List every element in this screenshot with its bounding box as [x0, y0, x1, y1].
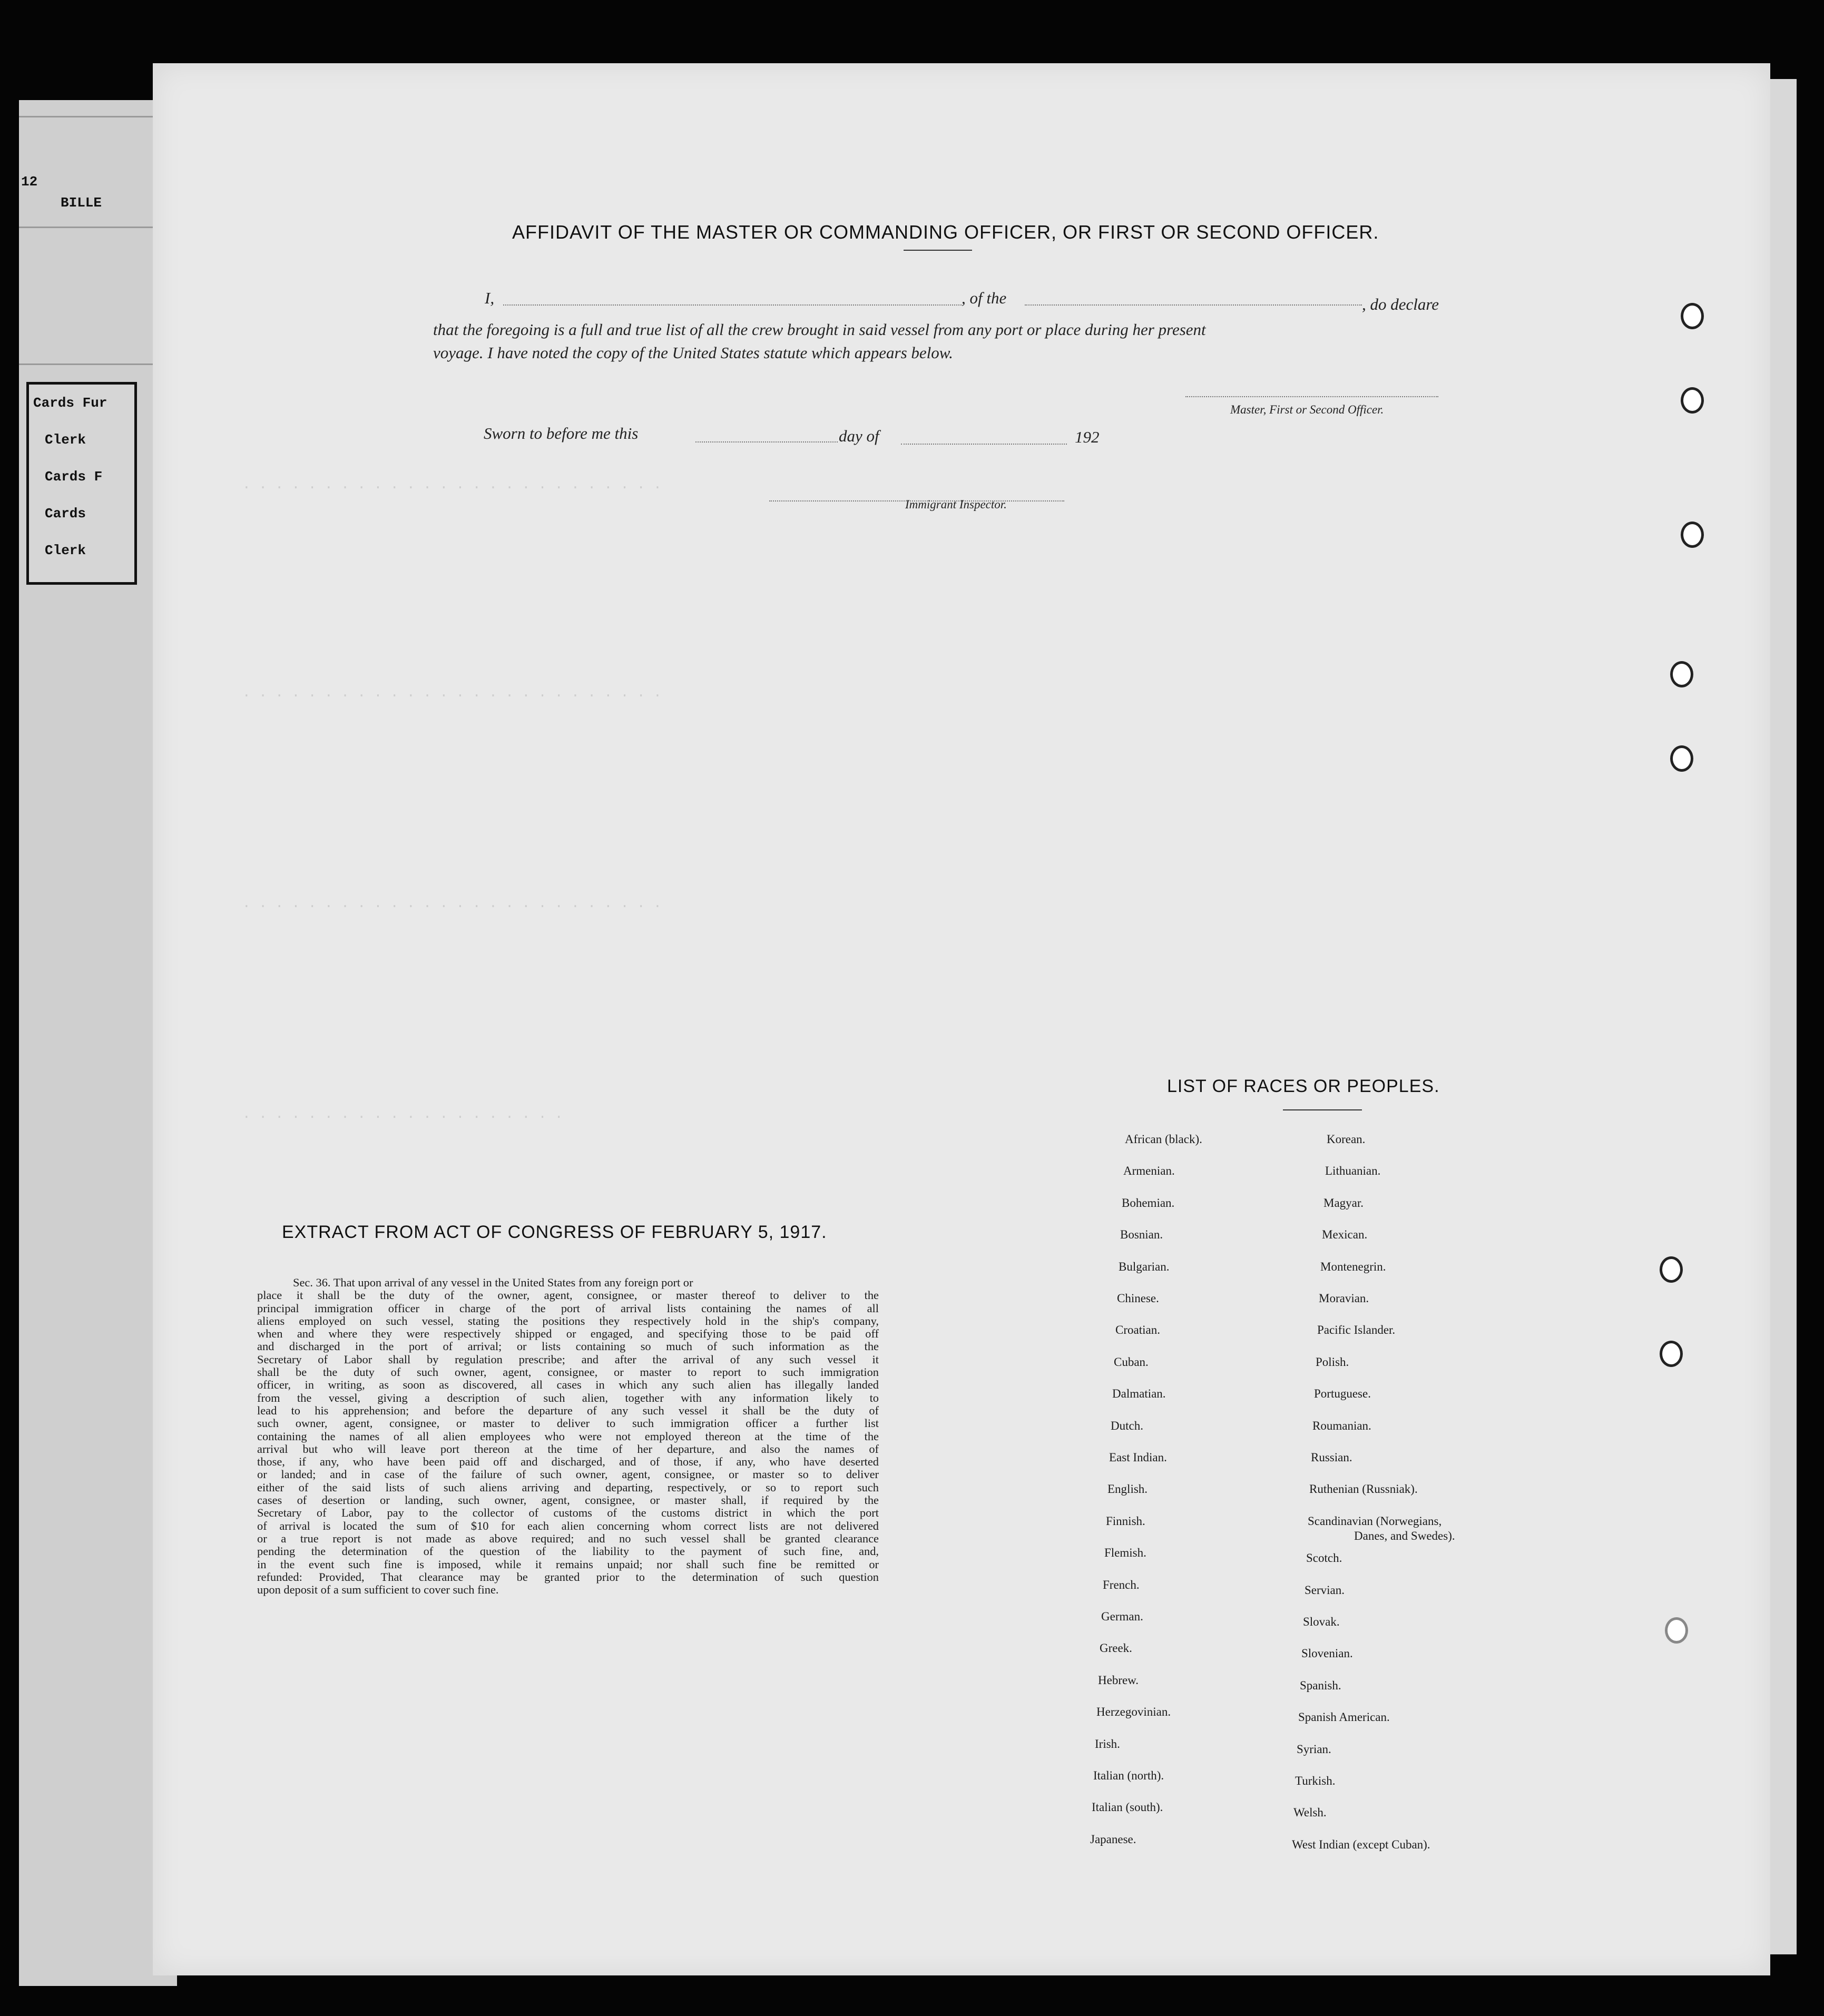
inspector-caption: Immigrant Inspector.: [905, 498, 1007, 511]
extract-line: in the event such fine is imposed, while it remains unpaid; nor shall such fine be remitted or: [257, 1557, 879, 1571]
race-item: Turkish.: [1295, 1774, 1336, 1787]
extract-line: such owner, agent, consignee, or master to deliver to such immigration officer a further list: [257, 1417, 879, 1430]
race-item: Magyar.: [1323, 1196, 1364, 1209]
punch-hole: [1665, 1617, 1688, 1644]
extract-line: officer, in writing, as soon as discovered, all cases in which any such alien has illegally landed: [257, 1378, 879, 1392]
race-item: Armenian.: [1123, 1164, 1175, 1178]
race-item: Polish.: [1316, 1355, 1349, 1369]
extract-line: pending the determination of the question of the liability to the payment of such fine, and,: [257, 1545, 879, 1558]
cards-box-line: Cards F: [45, 469, 103, 485]
title-rule: [904, 250, 972, 251]
race-item: German.: [1101, 1610, 1143, 1623]
race-item: Bulgarian.: [1119, 1260, 1170, 1273]
extract-line: those, if any, who have been paid off and discharged, and of those, if any, who have deserted: [257, 1455, 879, 1469]
extract-line: when and where they were respectively shipped or engaged, and specifying those to be paid off: [257, 1327, 879, 1341]
extract-paragraph: [257, 1276, 879, 1596]
bleed-through-text: . . . . . . . . . . . . . . . . . . . . . . . . . .: [242, 685, 662, 701]
race-item: Portuguese.: [1314, 1387, 1371, 1401]
race-item: Slovak.: [1303, 1615, 1340, 1628]
extract-line: containing the names of all alien employees who were not employed thereon at the time of the: [257, 1429, 879, 1443]
extract-line: cases of desertion or landing, such owner, agent, consignee, or master shall, if required by the: [257, 1493, 879, 1507]
affidavit-line-3: voyage. I have noted the copy of the United States statute which appears below.: [433, 343, 953, 362]
race-item: Korean.: [1327, 1133, 1366, 1146]
race-item: Spanish.: [1300, 1678, 1341, 1692]
race-item: Montenegrin.: [1320, 1260, 1386, 1273]
master-signature-field[interactable]: [1185, 396, 1438, 397]
vessel-name-field[interactable]: [1025, 304, 1362, 306]
master-name-field[interactable]: [503, 304, 962, 306]
race-item: Danes, and Swedes).: [1354, 1529, 1455, 1542]
races-rule: [1283, 1109, 1362, 1110]
extract-line: principal immigration officer in charge of the port of arrival lists containing the names of all: [257, 1301, 879, 1315]
race-item: Pacific Islander.: [1317, 1323, 1396, 1337]
races-title: LIST OF RACES OR PEOPLES.: [1167, 1076, 1440, 1096]
cards-box-line: Clerk: [45, 432, 86, 448]
extract-line: either of the said lists of such aliens arriving and departing, respectively, or so to report such: [257, 1480, 879, 1494]
affidavit-of-the: , of the: [962, 289, 1007, 307]
race-item: Chinese.: [1117, 1292, 1159, 1305]
punch-hole: [1681, 303, 1704, 329]
cards-box: [26, 382, 137, 585]
race-item: Spanish American.: [1298, 1710, 1390, 1724]
race-item: Syrian.: [1297, 1742, 1331, 1756]
punch-hole: [1670, 661, 1693, 687]
race-item: Ruthenian (Russniak).: [1309, 1482, 1418, 1496]
race-item: Greek.: [1100, 1641, 1132, 1655]
cards-box-line: Cards: [45, 506, 86, 522]
punch-hole: [1660, 1341, 1683, 1367]
extract-line: lead to his apprehension; and before the departure of any such vessel it shall be the duty of: [257, 1403, 879, 1417]
race-item: English.: [1107, 1482, 1148, 1496]
manifest-page: [153, 63, 1770, 1975]
race-item: Lithuanian.: [1325, 1164, 1381, 1178]
underlying-number: 12: [21, 174, 38, 190]
extract-line: upon deposit of a sum sufficient to cover such fine.: [257, 1583, 499, 1597]
master-signature-caption: Master, First or Second Officer.: [1230, 403, 1384, 416]
extract-title: EXTRACT FROM ACT OF CONGRESS OF FEBRUARY 5, 1917.: [282, 1222, 827, 1242]
affidavit-title: AFFIDAVIT OF THE MASTER OR COMMANDING OFFICER, OR FIRST OR SECOND OFFICER.: [512, 221, 1379, 243]
race-item: Japanese.: [1090, 1832, 1136, 1846]
extract-line: arrival but who will leave port thereon at the time of her departure, and also the names of: [257, 1442, 879, 1456]
race-item: Welsh.: [1293, 1806, 1327, 1820]
extract-line: aliens employed on such vessel, stating the positions they respectively hold in the ship's company,: [257, 1314, 879, 1327]
extract-line: of arrival is located the sum of $10 for each alien concerning whom correct lists are not delivered: [257, 1519, 879, 1532]
extract-line: from the vessel, giving a description of such alien, together with any information likely to: [257, 1391, 879, 1404]
race-item: Bohemian.: [1122, 1196, 1175, 1209]
affidavit-do-declare: , do declare: [1362, 295, 1439, 313]
race-item: Flemish.: [1104, 1546, 1146, 1560]
extract-line: shall be the duty of such owner, agent, consignee, or master to report to such immigration: [257, 1365, 879, 1379]
punch-hole: [1660, 1256, 1683, 1283]
race-item: Italian (south).: [1092, 1801, 1163, 1814]
bleed-through-text: . . . . . . . . . . . . . . . . . . . . . . . . . .: [242, 477, 662, 493]
race-item: Scotch.: [1306, 1551, 1342, 1565]
punch-hole: [1681, 522, 1704, 548]
race-item: Mexican.: [1322, 1228, 1368, 1242]
race-item: Dutch.: [1111, 1419, 1143, 1432]
race-item: Herzegovinian.: [1096, 1705, 1171, 1719]
race-item: Roumanian.: [1312, 1419, 1371, 1432]
race-item: African (black).: [1125, 1133, 1202, 1146]
race-item: East Indian.: [1109, 1451, 1167, 1464]
race-item: Irish.: [1095, 1737, 1120, 1751]
bleed-through-text: . . . . . . . . . . . . . . . . . . . . . . . . . .: [242, 896, 662, 911]
affidavit-line-2: that the foregoing is a full and true list of all the crew brought in said vessel from any port or place during her present: [433, 320, 1206, 339]
race-item: French.: [1103, 1578, 1140, 1591]
race-item: Hebrew.: [1098, 1673, 1139, 1687]
cards-box-line: Clerk: [45, 543, 86, 558]
race-item: Cuban.: [1114, 1355, 1149, 1369]
sworn-month-field[interactable]: [901, 444, 1067, 445]
race-item: Russian.: [1311, 1451, 1352, 1464]
race-item: Dalmatian.: [1112, 1387, 1166, 1401]
extract-section: [257, 1276, 879, 1596]
day-of-label: day of: [839, 427, 879, 445]
race-item: Finnish.: [1106, 1514, 1145, 1528]
extract-line: That upon arrival of any vessel in the United States from any foreign port or: [333, 1276, 693, 1289]
affidavit-i-label: I,: [485, 289, 495, 307]
sworn-label: Sworn to before me this: [484, 424, 639, 442]
race-item: Croatian.: [1115, 1323, 1160, 1337]
punch-hole: [1670, 745, 1693, 772]
underlying-billed-label: BILLE: [61, 195, 102, 211]
race-item: Italian (north).: [1093, 1769, 1164, 1782]
race-item: Slovenian.: [1301, 1647, 1353, 1660]
extract-section-number: Sec. 36.: [293, 1276, 334, 1289]
race-item: Bosnian.: [1120, 1228, 1163, 1242]
year-label: 192: [1075, 428, 1100, 446]
extract-line: and discharged in the port of arrival; or lists containing so much of such information as the: [257, 1340, 879, 1353]
race-item: Servian.: [1305, 1583, 1345, 1597]
extract-line: or landed; and in case of the failure of such owner, agent, consignee, or master so to deliver: [257, 1468, 879, 1481]
race-item: Moravian.: [1319, 1292, 1369, 1305]
sworn-day-field[interactable]: [695, 441, 838, 442]
bleed-through-text: . . . . . . . . . . . . . . . . . . . .: [242, 1106, 563, 1122]
cards-box-line: Cards Fur: [33, 395, 107, 411]
extract-line: or a true report is not made as above required; and no such vessel shall be granted clearance: [257, 1531, 879, 1545]
extract-line: place it shall be the duty of the owner, agent, consignee, or master thereof to deliver to the: [257, 1289, 879, 1302]
extract-line: refunded: Provided, That clearance may be granted prior to the determination of such question: [257, 1570, 879, 1584]
extract-line: Secretary of Labor shall by regulation prescribe; and after the arrival of any such vessel it: [257, 1352, 879, 1366]
race-item: Scandinavian (Norwegians,: [1308, 1514, 1442, 1528]
extract-line: Secretary of Labor, pay to the collector of customs of the customs district in which the port: [257, 1506, 879, 1520]
punch-hole: [1681, 387, 1704, 414]
race-item: West Indian (except Cuban).: [1292, 1837, 1430, 1851]
